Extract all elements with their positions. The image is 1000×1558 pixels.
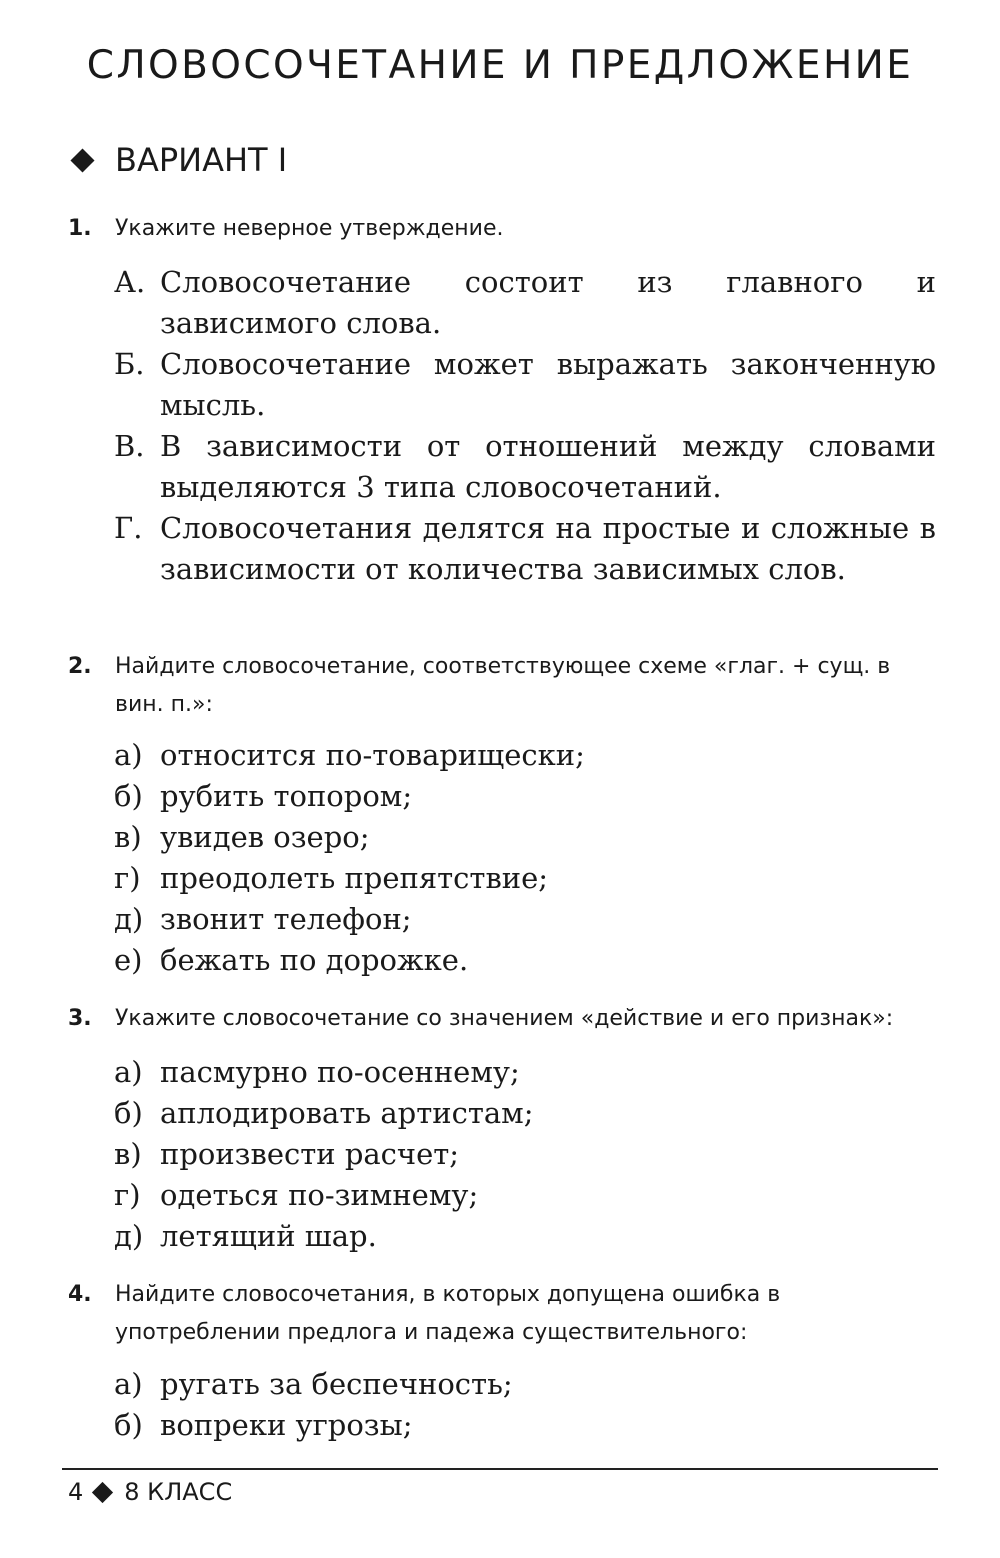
page-number: 4 bbox=[68, 1478, 84, 1506]
question-1 bbox=[68, 210, 938, 248]
option bbox=[114, 262, 936, 344]
option-letter: е) bbox=[114, 943, 143, 977]
option-letter: В. bbox=[114, 429, 145, 463]
option-text: аплодировать артистам; bbox=[160, 1096, 534, 1130]
option-letter: д) bbox=[114, 902, 144, 936]
question-1-options bbox=[114, 262, 936, 590]
option bbox=[114, 1175, 936, 1216]
question-4-options bbox=[114, 1364, 936, 1446]
option-text: произвести расчет; bbox=[160, 1137, 460, 1171]
variant-heading bbox=[70, 140, 287, 180]
option bbox=[114, 426, 936, 508]
option bbox=[114, 1134, 936, 1175]
question-number: 1. bbox=[68, 216, 92, 241]
option-text: пасмурно по-осеннему; bbox=[160, 1055, 520, 1089]
option-letter: в) bbox=[114, 1137, 142, 1171]
option bbox=[114, 858, 936, 899]
question-text: Найдите словосочетания, в которых допущена ошибка в употреблении предлога и падежа существительного: bbox=[115, 1282, 781, 1345]
option-letter: б) bbox=[114, 1408, 143, 1442]
option-letter: г) bbox=[114, 1178, 141, 1212]
question-3-options bbox=[114, 1052, 936, 1257]
option-letter: а) bbox=[114, 738, 143, 772]
page-footer bbox=[68, 1474, 232, 1510]
option-text: одеться по-зимнему; bbox=[160, 1178, 479, 1212]
option-text: Словосочетания делятся на простые и сложные в зависимости от количества зависимых слов. bbox=[160, 511, 936, 586]
option bbox=[114, 735, 936, 776]
option-text: бежать по дорожке. bbox=[160, 943, 469, 977]
option bbox=[114, 1405, 936, 1446]
option bbox=[114, 1364, 936, 1405]
option-text: увидев озеро; bbox=[160, 820, 370, 854]
option bbox=[114, 776, 936, 817]
option-letter: д) bbox=[114, 1219, 144, 1253]
grade-label: 8 КЛАСС bbox=[124, 1478, 233, 1506]
option-text: вопреки угрозы; bbox=[160, 1408, 413, 1442]
option bbox=[114, 508, 936, 590]
option-letter: а) bbox=[114, 1367, 143, 1401]
variant-label: ВАРИАНТ I bbox=[115, 141, 288, 179]
question-text: Найдите словосочетание, соответствующее схеме «глаг. + сущ. в вин. п.»: bbox=[115, 654, 891, 717]
footer-divider bbox=[62, 1468, 938, 1470]
page-title: СЛОВОСОЧЕТАНИЕ И ПРЕДЛОЖЕНИЕ bbox=[86, 43, 914, 88]
option bbox=[114, 817, 936, 858]
option-letter: а) bbox=[114, 1055, 143, 1089]
option bbox=[114, 899, 936, 940]
option bbox=[114, 344, 936, 426]
option-text: звонит телефон; bbox=[160, 902, 412, 936]
question-2 bbox=[68, 648, 938, 724]
option bbox=[114, 940, 936, 981]
option-letter: б) bbox=[114, 1096, 143, 1130]
question-text: Укажите словосочетание со значением «действие и его признак»: bbox=[115, 1006, 894, 1031]
option-text: рубить топором; bbox=[160, 779, 413, 813]
diamond-bullet-icon bbox=[92, 1481, 113, 1502]
diamond-bullet-icon bbox=[70, 148, 94, 172]
option-letter: в) bbox=[114, 820, 142, 854]
option-text: Словосочетание состоит из главного и зависимого слова. bbox=[160, 265, 936, 340]
option-text: ругать за беспечность; bbox=[160, 1367, 513, 1401]
question-number: 2. bbox=[68, 654, 92, 679]
option bbox=[114, 1052, 936, 1093]
option-letter: А. bbox=[114, 265, 146, 299]
question-2-options bbox=[114, 735, 936, 981]
option-text: Словосочетание может выражать законченную мысль. bbox=[160, 347, 936, 422]
option-letter: г) bbox=[114, 861, 141, 895]
option-letter: Г. bbox=[114, 511, 143, 545]
option-text: В зависимости от отношений между словами выделяются 3 типа словосочетаний. bbox=[160, 429, 936, 504]
question-text: Укажите неверное утверждение. bbox=[115, 216, 504, 241]
option-letter: б) bbox=[114, 779, 143, 813]
option-letter: Б. bbox=[114, 347, 145, 381]
option bbox=[114, 1216, 936, 1257]
option bbox=[114, 1093, 936, 1134]
question-number: 3. bbox=[68, 1006, 92, 1031]
question-4 bbox=[68, 1276, 938, 1352]
option-text: преодолеть препятствие; bbox=[160, 861, 549, 895]
option-text: летящий шар. bbox=[160, 1219, 377, 1253]
question-number: 4. bbox=[68, 1282, 92, 1307]
option-text: относится по-товарищески; bbox=[160, 738, 585, 772]
question-3 bbox=[68, 1000, 938, 1038]
